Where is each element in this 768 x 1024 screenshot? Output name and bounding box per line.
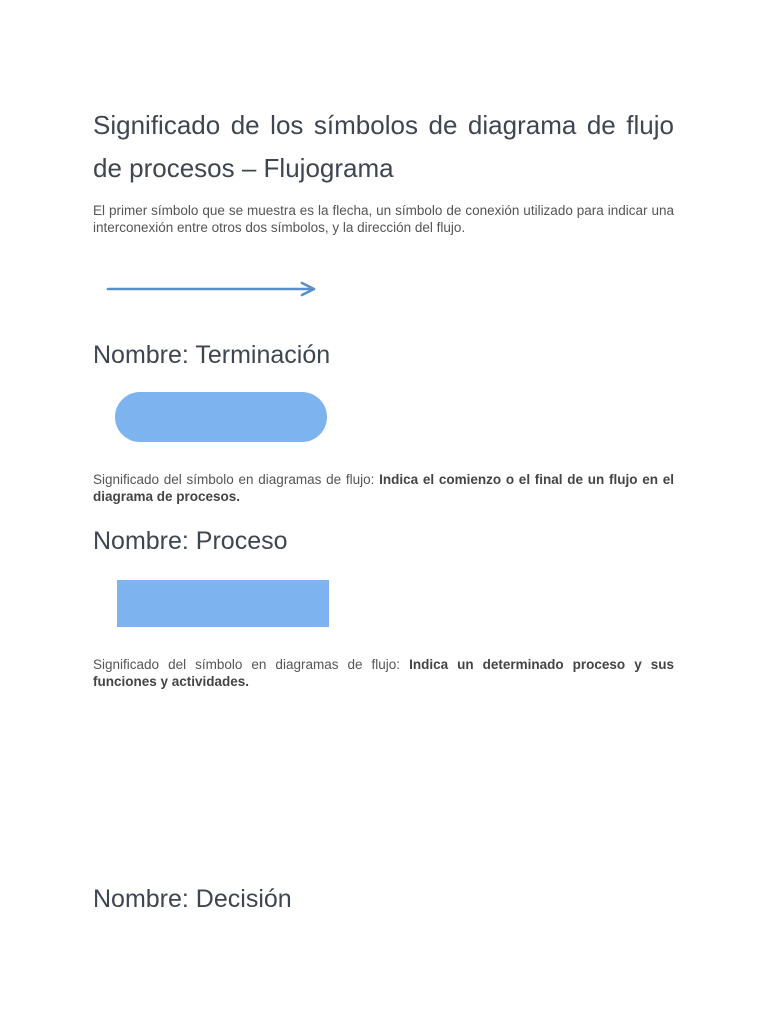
intro-paragraph: El primer símbolo que se muestra es la flecha, un símbolo de conexión utilizado para indicar una interconexión entre otros dos símbolos, y la dirección del flujo. bbox=[93, 203, 674, 235]
page-title: Significado de los símbolos de diagrama de flujo de procesos – Flujograma bbox=[93, 110, 674, 183]
desc-proceso-prefix: Significado del símbolo en diagramas de flujo: bbox=[93, 657, 410, 672]
desc-proceso-bold: Indica un determinado proceso y sus funciones y actividades. bbox=[93, 657, 674, 689]
desc-terminacion-prefix: Significado del símbolo en diagramas de flujo: bbox=[93, 472, 380, 487]
desc-terminacion-bold: Indica el comienzo o el final de un flujo en el diagrama de procesos. bbox=[93, 472, 674, 504]
heading-proceso: Nombre: Proceso bbox=[93, 527, 288, 555]
terminator-shape bbox=[115, 392, 327, 442]
desc-terminacion bbox=[93, 471, 674, 505]
process-shape bbox=[117, 580, 329, 627]
desc-proceso bbox=[93, 656, 674, 690]
flow-arrow-icon bbox=[104, 276, 324, 302]
heading-decision: Nombre: Decisión bbox=[93, 885, 292, 913]
heading-terminacion: Nombre: Terminación bbox=[93, 341, 331, 369]
